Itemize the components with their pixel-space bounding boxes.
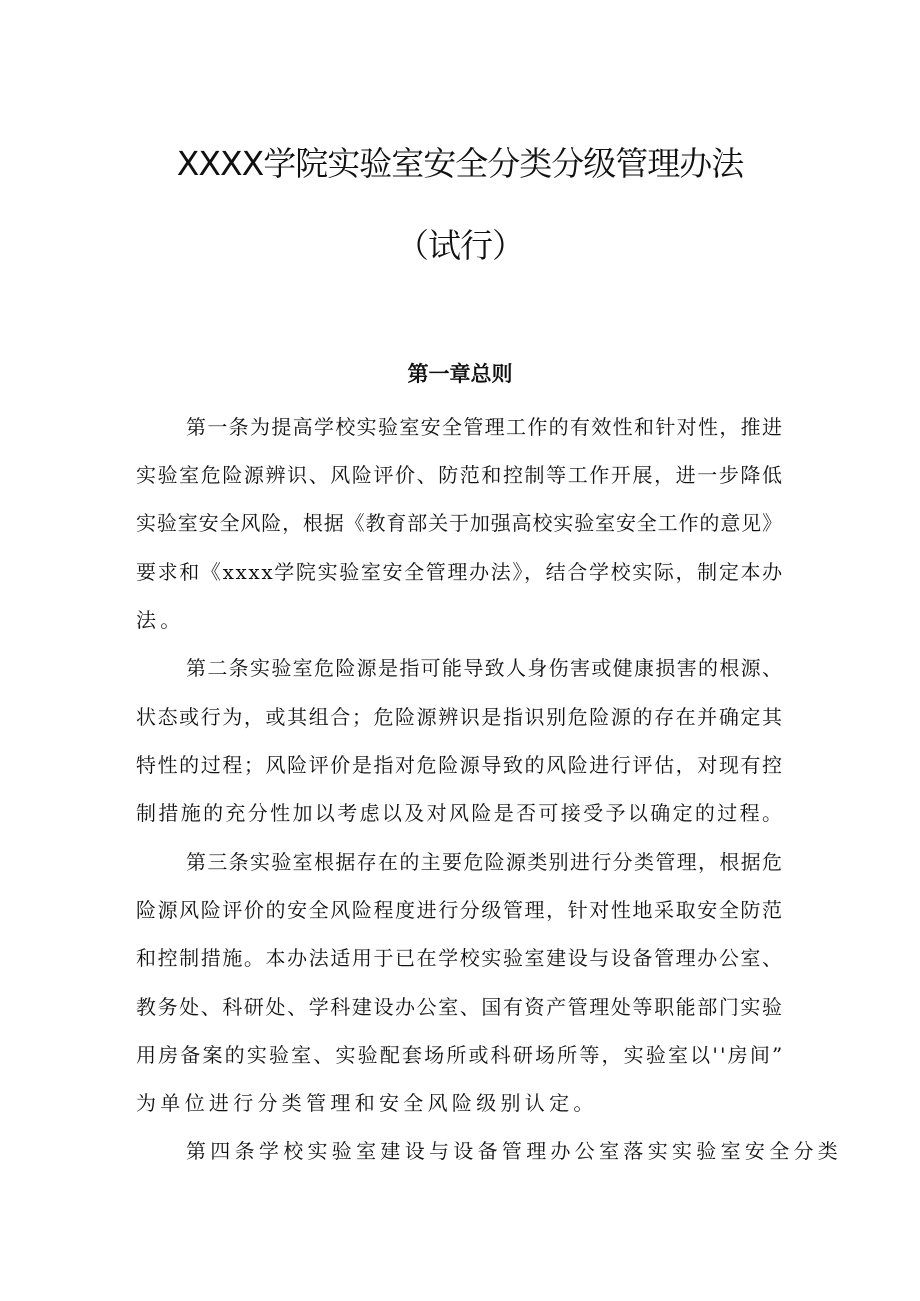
article-1-line: 实验室危险源辨识、风险评价、防范和控制等工作开展，进一步降低 (136, 463, 784, 487)
article-3-line: 险源风险评价的安全风险程度进行分级管理，针对性地采取安全防范 (136, 898, 784, 922)
article-4-line: 第四条学校实验室建设与设备管理办公室落实实验室安全分类 (186, 1139, 843, 1163)
article-3-line: 第三条实验室根据存在的主要危险源类别进行分类管理，根据危 (186, 850, 784, 874)
article-2-line: 特性的过程；风险评价是指对危险源导致的风险进行评估，对现有控 (136, 753, 784, 777)
article-2-line: 制措施的充分性加以考虑以及对风险是否可接受予以确定的过程。 (136, 801, 785, 825)
article-1-line: 要求和《xxxx学院实验室安全管理办法》，结合学校实际，制定本办 (136, 560, 784, 584)
article-2-line: 状态或行为，或其组合；危险源辨识是指识别危险源的存在并确定其 (136, 705, 784, 729)
article-3-line: 和控制措施。本办法适用于已在学校实验室建设与设备管理办公室、 (136, 946, 784, 970)
document-subtitle: （试行） (396, 226, 524, 265)
article-1-line: 第一条为提高学校实验室安全管理工作的有效性和针对性，推进 (186, 415, 784, 439)
article-1-line: 实验室安全风险，根据《教育部关于加强高校实验室安全工作的意见》 (136, 511, 783, 535)
article-3-line: 教务处、科研处、学科建设办公室、国有资产管理处等职能部门实验 (136, 995, 784, 1019)
article-3-line: 为单位进行分类管理和安全风险级别认定。 (136, 1091, 598, 1115)
article-1-line: 法。 (136, 608, 185, 632)
article-3-line: 用房备案的实验室、实验配套场所或科研场所等，实验室以''房间” (136, 1043, 785, 1067)
article-2-line: 第二条实验室危险源是指可能导致人身伤害或健康损害的根源、 (186, 656, 784, 680)
document-title: XXXX学院实验室安全分类分级管理办法 (176, 144, 744, 183)
chapter-heading: 第一章总则 (407, 362, 513, 386)
